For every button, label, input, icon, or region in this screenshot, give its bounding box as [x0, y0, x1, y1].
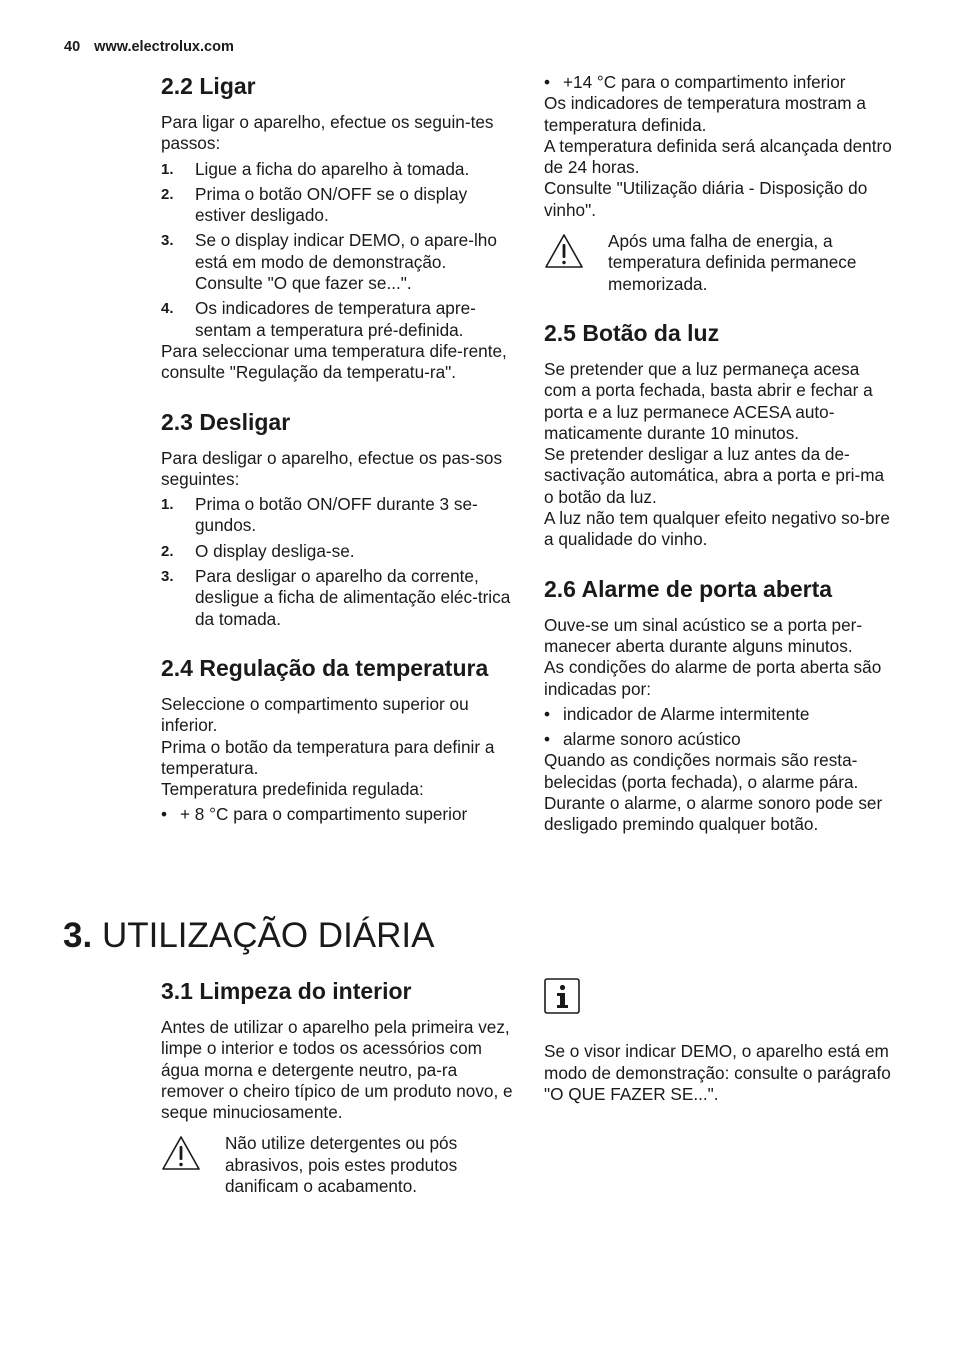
step-text: Ligue a ficha do aparelho à tomada.	[195, 158, 470, 179]
section-number: 2.3	[161, 408, 193, 435]
warning-triangle-icon	[544, 233, 584, 269]
list-item	[161, 184, 513, 227]
paragraph: A temperatura definida será alcançada dentro de 24 horas.	[544, 135, 892, 178]
bullet-list	[161, 804, 513, 825]
paragraph: Seleccione o compartimento superior ou inferior.	[161, 693, 469, 736]
section-2-4	[161, 654, 513, 826]
section-2-2	[161, 72, 513, 384]
intro-text: Para desligar o aparelho, efectue os pas-sos seguintes:	[161, 447, 503, 489]
info-icon	[544, 978, 580, 1014]
step-text: Os indicadores de temperatura apre-sentam a temperatura pré-definida.	[195, 298, 476, 340]
list-item	[161, 494, 513, 537]
section-number: 2.2	[161, 73, 193, 99]
section-2-5	[544, 319, 896, 551]
warning-note	[161, 1133, 513, 1197]
section-number: 2.6	[544, 575, 576, 602]
paragraph: Ouve-se um sinal acústico se a porta per-manecer aberta durante alguns minutos.	[544, 614, 863, 656]
paragraph: Se pretender que a luz permaneça acesa com a porta fechada, basta abrir e fechar a porta e a luz permanece ACESA auto-maticamente durante 10 minutos.	[544, 358, 873, 443]
section-title: Ligar	[199, 73, 256, 99]
info-note	[544, 978, 896, 1105]
paragraph: Temperatura predefinida regulada:	[161, 779, 424, 800]
chapter-number: 3.	[63, 916, 93, 955]
paragraph: Se pretender desligar a luz antes da de-sactivação automática, abra a porta e pri-ma o botão da luz.	[544, 444, 885, 507]
page-header	[64, 39, 234, 55]
section-heading	[161, 977, 513, 1005]
paragraph: A luz não tem qualquer efeito negativo so-bre a qualidade do vinho.	[544, 508, 890, 550]
step-number: 2.	[161, 542, 174, 560]
paragraph: As condições do alarme de porta aberta são indicadas por:	[544, 657, 882, 699]
info-text: Se o visor indicar DEMO, o aparelho está em modo de demonstração: consulte o parágrafo "O QUE FAZER SE...".	[544, 1041, 891, 1104]
bullet-list	[544, 72, 896, 93]
list-item	[161, 298, 513, 341]
section-title: Regulação da temperatura	[199, 654, 489, 681]
step-text: Prima o botão ON/OFF se o display estiver desligado.	[195, 183, 468, 226]
section-heading	[161, 654, 513, 682]
step-number: 3.	[161, 232, 174, 250]
section-heading	[544, 319, 896, 347]
section-title: Desligar	[199, 408, 291, 435]
warning-triangle-icon	[161, 1135, 201, 1171]
right-column-top	[544, 72, 896, 836]
chapter-heading	[63, 914, 435, 958]
steps-list	[161, 494, 513, 630]
paragraph: Os indicadores de temperatura mostram a temperatura definida.	[544, 93, 866, 135]
chapter-title: UTILIZAÇÃO DIÁRIA	[101, 916, 435, 955]
list-item: • + 8 °C para o compartimento superior	[161, 804, 513, 825]
website-link[interactable]: www.electrolux.com	[94, 39, 234, 55]
step-number: 3.	[161, 568, 174, 586]
list-item: • indicador de Alarme intermitente	[544, 704, 896, 725]
section-heading	[161, 408, 513, 436]
step-text: O display desliga-se.	[195, 540, 355, 561]
step-text: Se o display indicar DEMO, o apare-lho está em modo de demonstração. Consulte "O que fazer se...".	[195, 230, 497, 294]
section-number: 3.1	[161, 978, 193, 1004]
warning-note	[544, 231, 896, 295]
paragraph: Consulte "Utilização diária - Disposição do vinho".	[544, 178, 868, 220]
warning-text: Após uma falha de energia, a temperatura definida permanece memorizada.	[608, 231, 857, 294]
paragraph: Antes de utilizar o aparelho pela primeira vez, limpe o interior e todos os acessórios com água morna e detergente neutro, pa-ra remover o cheiro típico de um produto novo, e seque minuciosamente.	[161, 1017, 513, 1123]
warning-text: Não utilize detergentes ou pós abrasivos, pois estes produtos danificam o acabamento.	[225, 1133, 458, 1197]
section-heading	[161, 72, 513, 100]
section-2-3	[161, 408, 513, 630]
steps-list	[161, 159, 513, 341]
list-item: • alarme sonoro acústico	[544, 729, 896, 750]
left-column-top	[161, 72, 513, 830]
step-number: 1.	[161, 496, 174, 514]
section-title: Limpeza do interior	[199, 978, 412, 1004]
paragraph: Quando as condições normais são resta-belecidas (porta fechada), o alarme pára.	[544, 750, 859, 792]
section-number: 2.5	[544, 319, 576, 346]
step-number: 1.	[161, 160, 174, 178]
section-3-1	[161, 977, 513, 1197]
list-item	[161, 566, 513, 630]
list-item	[161, 230, 513, 294]
list-item: • +14 °C para o compartimento inferior	[544, 72, 896, 93]
step-text: Prima o botão ON/OFF durante 3 se-gundos.	[195, 494, 478, 536]
outro-text: Para seleccionar uma temperatura dife-rente, consulte "Regulação da temperatu-ra".	[161, 340, 507, 383]
section-2-4-continued	[544, 72, 896, 295]
step-number: 2.	[161, 185, 174, 203]
step-number: 4.	[161, 300, 174, 318]
paragraph: Prima o botão da temperatura para definir a temperatura.	[161, 736, 495, 778]
intro-text: Para ligar o aparelho, efectue os seguin-tes passos:	[161, 112, 494, 154]
paragraph: Durante o alarme, o alarme sonoro pode ser desligado premindo qualquer botão.	[544, 793, 883, 835]
section-2-6	[544, 575, 896, 836]
section-number: 2.4	[161, 654, 193, 681]
section-heading	[544, 575, 896, 603]
bullet-list	[544, 704, 896, 751]
page-number: 40	[64, 39, 81, 55]
section-title: Botão da luz	[582, 319, 720, 346]
list-item	[161, 541, 513, 562]
list-item	[161, 159, 513, 180]
step-text: Para desligar o aparelho da corrente, desligue a ficha de alimentação eléc-trica da tomada.	[195, 566, 511, 629]
section-title: Alarme de porta aberta	[581, 575, 833, 602]
